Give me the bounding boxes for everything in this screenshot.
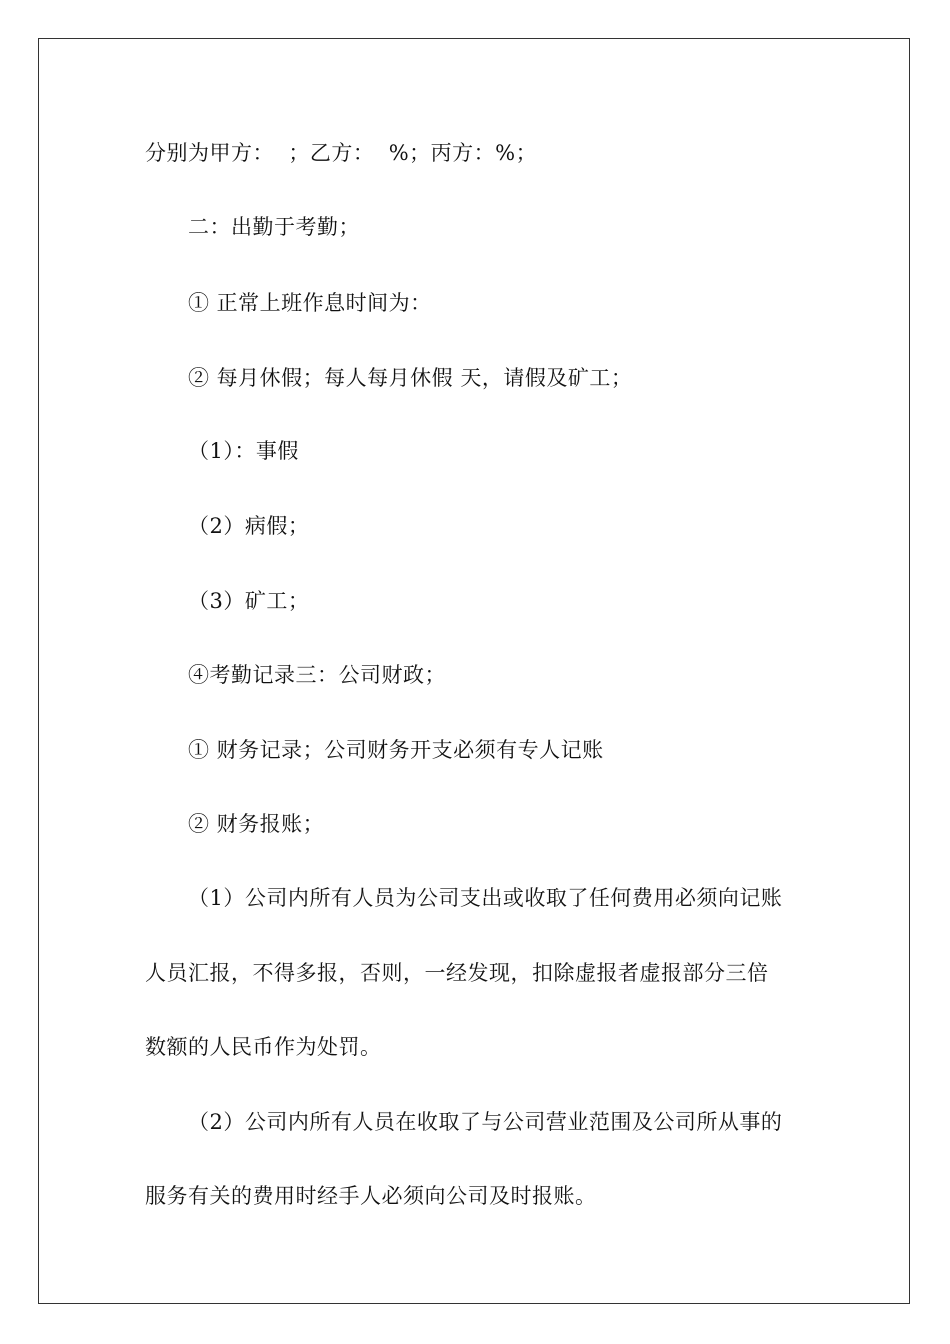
text-line-4: ② 每月休假；每人每月休假 天，请假及矿工； bbox=[188, 366, 633, 390]
text-line-8: ④考勤记录三：公司财政； bbox=[188, 663, 446, 687]
text-line-6: （2）病假； bbox=[188, 514, 310, 538]
text-line-5: （1）：事假 bbox=[188, 439, 299, 463]
text-line-1: 分别为甲方： ；乙方： %；丙方：%； bbox=[145, 141, 538, 165]
text-line-12: 人员汇报，不得多报，否则，一经发现，扣除虚报者虚报部分三倍 bbox=[145, 961, 769, 985]
text-line-3: ① 正常上班作息时间为： bbox=[188, 291, 432, 315]
text-line-10: ② 财务报账； bbox=[188, 812, 325, 836]
text-line-2: 二：出勤于考勤； bbox=[188, 215, 360, 239]
text-line-9: ① 财务记录；公司财务开支必须有专人记账 bbox=[188, 738, 604, 762]
text-line-13: 数额的人民币作为处罚。 bbox=[145, 1035, 382, 1059]
text-line-14: （2）公司内所有人员在收取了与公司营业范围及公司所从事的 bbox=[188, 1110, 783, 1134]
text-line-11: （1）公司内所有人员为公司支出或收取了任何费用必须向记账 bbox=[188, 886, 783, 910]
text-line-7: （3）矿工； bbox=[188, 589, 310, 613]
text-line-15: 服务有关的费用时经手人必须向公司及时报账。 bbox=[145, 1184, 597, 1208]
